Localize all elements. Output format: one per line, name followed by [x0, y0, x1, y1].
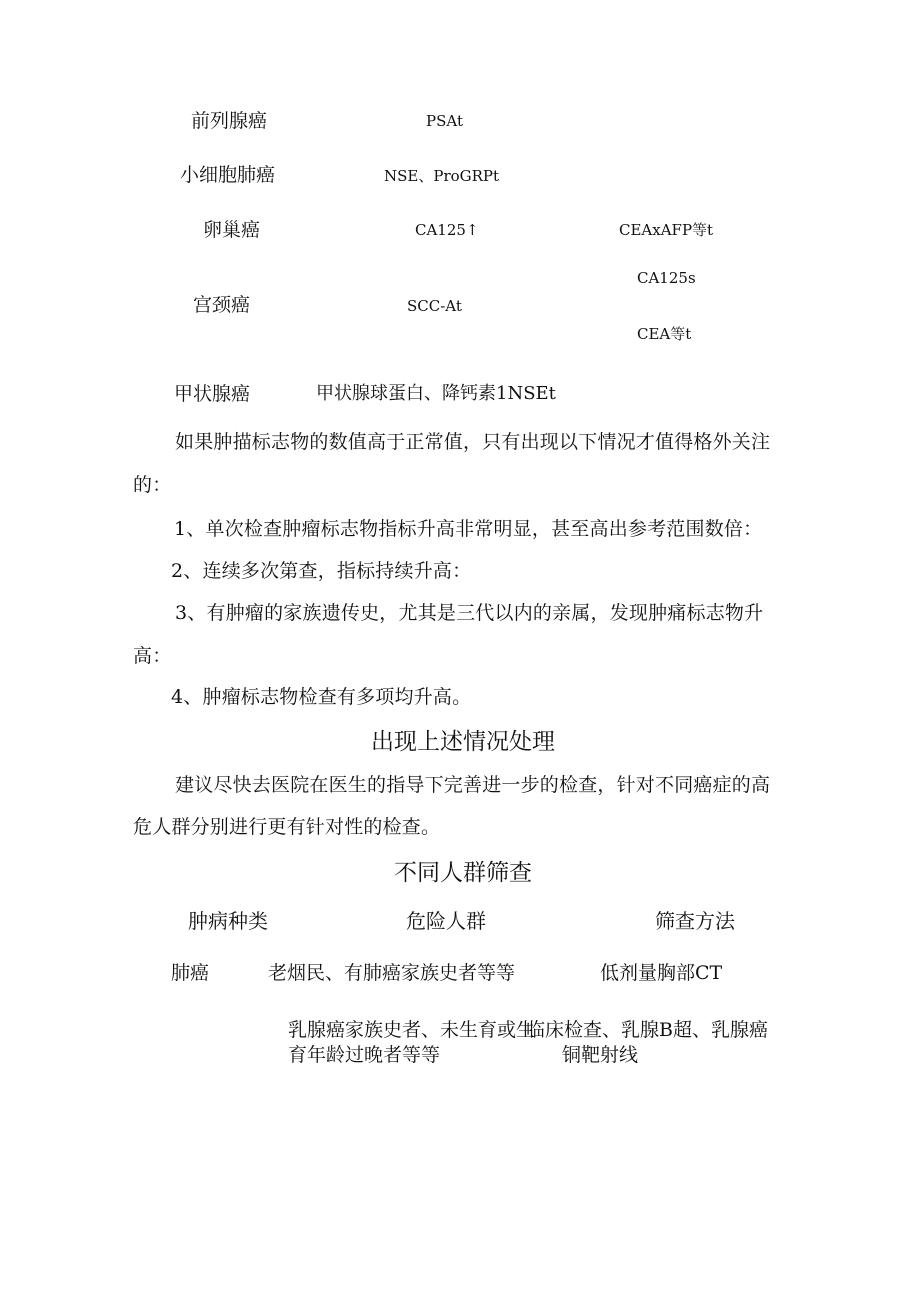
- marker-extra-value: CEA等t: [637, 325, 692, 343]
- risk-cell: 乳腺癌家族史者、未生育或生: [288, 1019, 536, 1041]
- risk-cell: 老烟民、有肺癌家族史者等等: [268, 962, 516, 984]
- marker-value: SCC-At: [407, 297, 462, 315]
- marker-value: CA125↑: [415, 221, 479, 239]
- method-cell: 低剂量胸部CT: [600, 962, 723, 984]
- cancer-name: 甲状腺癌: [174, 383, 251, 405]
- section-heading: 出现上述情况处理: [371, 729, 555, 755]
- column-header: 危险人群: [406, 909, 486, 933]
- cancer-name: 小细胞肺癌: [180, 164, 276, 186]
- list-item-continued: 高：: [133, 645, 172, 667]
- paragraph-line: 建议尽快去医院在医生的指导下完善进一步的检查，针对不同癌症的高: [175, 774, 771, 796]
- column-header: 肿病种类: [188, 909, 268, 933]
- risk-cell-continued: 育年龄过晚者等等: [288, 1044, 441, 1066]
- method-cell-continued: 铜靶射线: [562, 1044, 639, 1066]
- paragraph-line: 危人群分别进行更有针对性的检查。: [133, 816, 441, 838]
- marker-value: PSAt: [426, 112, 463, 130]
- intro-line: 的：: [133, 474, 172, 496]
- cancer-cell: 肺癌: [171, 962, 210, 984]
- method-cell: 临床检查、乳腺B超、乳腺癌: [526, 1019, 768, 1041]
- intro-line: 如果肿描标志物的数值高于正常值，只有出现以下情况才值得格外关注: [175, 431, 771, 453]
- cancer-name: 宫颈癌: [193, 294, 251, 316]
- list-item: 2、连续多次第查，指标持续升高：: [171, 560, 472, 582]
- marker-extra-value: CEAxAFP等t: [619, 221, 714, 239]
- marker-extra-value: CA125s: [637, 269, 696, 287]
- list-item: 1、单次检查肿瘤标志物指标升高非常明显，甚至高出参考范围数倍：: [174, 518, 763, 540]
- cancer-name: 前列腺癌: [191, 110, 268, 132]
- list-item: 4、肿瘤标志物检查有多项均升高。: [171, 686, 472, 708]
- section-heading: 不同人群筛查: [394, 860, 532, 886]
- marker-value: NSE、ProGRPt: [384, 167, 500, 185]
- column-header: 筛查方法: [655, 909, 735, 933]
- marker-value: 甲状腺球蛋白、降钙素1NSEt: [316, 383, 556, 404]
- cancer-name: 卵巢癌: [203, 219, 261, 241]
- list-item: 3、有肿瘤的家族遗传史，尤其是三代以内的亲属，发现肿痛标志物升: [175, 602, 764, 624]
